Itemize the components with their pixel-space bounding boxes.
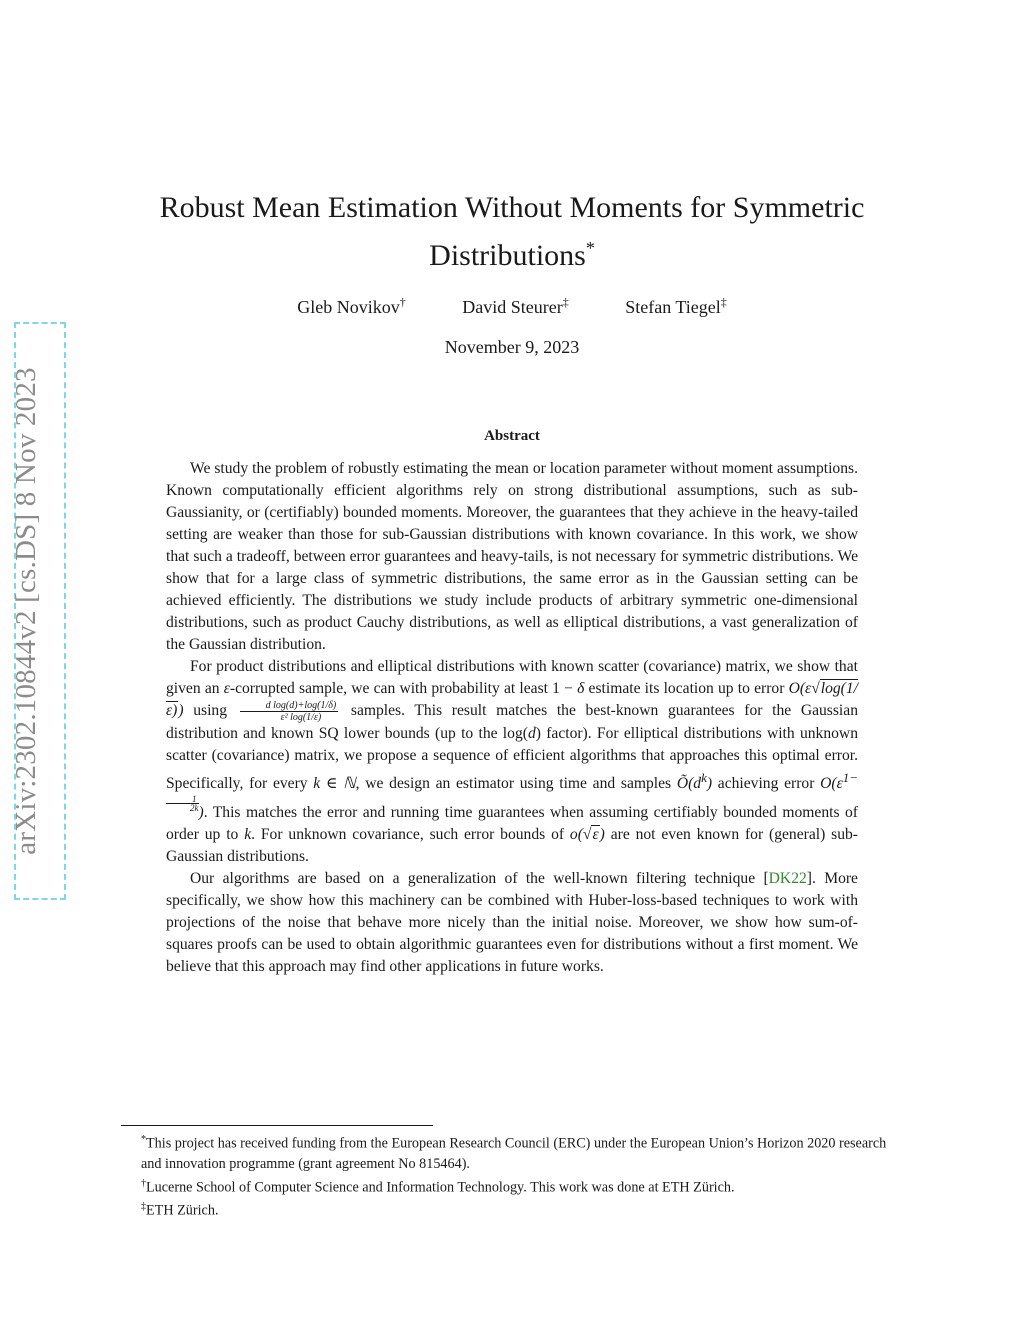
author-steurer: David Steurer‡	[462, 295, 569, 317]
arxiv-identifier[interactable]: arXiv:2302.10844v2 [cs.DS] 8 Nov 2023	[10, 367, 42, 855]
time-complexity-formula: $Õ(d^k)$	[676, 770, 713, 793]
sample-complexity-fraction: $\frac{\text{d log(d)+log(1/δ)}}{\text{ε² log(1/ε)}}$	[240, 700, 339, 723]
title-line-1: Robust Mean Estimation Without Moments for Symmetric	[159, 191, 865, 224]
footnote-affiliation-lucerne: †Lucerne School of Computer Science and Information Technology. This work was done at ETH Zürich.	[141, 1177, 735, 1196]
author-novikov: Gleb Novikov†	[297, 295, 406, 317]
author-affiliation-mark[interactable]: ‡	[562, 295, 569, 309]
error-bound-formula: O(ε√log(1/ε))	[166, 680, 858, 720]
unknown-scatter-error-formula: $O(\varepsilon^{1-}$ $\frac{1}{2k}$ )	[166, 775, 858, 821]
footnote-funding: *This project has received funding from the European Research Council (ERC) under the European Union’s Horizon 2020 research and innovation programme (grant agreement No 815464).	[141, 1134, 887, 1172]
title-line-2: Distributions*	[429, 238, 595, 272]
footnote-affiliation-eth: ‡ETH Zürich.	[141, 1201, 219, 1220]
citation-link-dk22[interactable]: DK22	[768, 870, 807, 888]
title-footnote-mark[interactable]: *	[585, 238, 595, 258]
footnotes	[121, 1130, 907, 1221]
author-list	[0, 289, 1024, 320]
abstract-paragraph-2: For product distributions and elliptical distributions with known scatter (covariance) matrix, we show that given an ε-corrupted sample, we can with probability at least 1 − δ estimate its location up to error O(ε√log(1/ε)) using $\frac{\text{d log(d)+log(1/δ)}}{\text{ε² log(1/ε)}}$ samples. This result matches the best-known guarantees for the Gaussian distribution and known SQ lower bounds (up to the log(d) factor). For elliptical distributions with unknown scatter (covariance) matrix, we propose a sequence of efficient algorithms that approaches this optimal error. Specifically, for every k ∈ ℕ, we design an estimator using time and samples $Õ(d^k)$ achieving error $O(\varepsilon^{1-}$ $\frac{1}{2k}$ ). This matches the error and running time guarantees when assuming certifiably bounded moments of order up to k. For unknown covariance, such error bounds of o(√ε) are not even known for (general) sub-Gaussian distributions.	[166, 658, 859, 866]
paper-title	[0, 188, 1024, 276]
abstract-heading: Abstract	[484, 428, 540, 444]
publication-date: November 9, 2023	[444, 337, 580, 357]
author-affiliation-mark[interactable]: ‡	[720, 295, 727, 309]
author-affiliation-mark[interactable]: †	[399, 295, 406, 309]
author-tiegel: Stefan Tiegel‡	[625, 295, 727, 317]
abstract-paragraph-1: We study the problem of robustly estimating the mean or location parameter without moment assumptions. Known computationally efficient algorithms rely on strong distributional assumptions, such as sub-Gaussianity, or (certifiably) bounded moments. Moreover, the guarantees that they achieve in the heavy-tailed setting are weaker than those for sub-Gaussian distributions with known covariance. In this work, we show that such a tradeoff, between error guarantees and heavy-tails, is not necessary for symmetric distributions. We show that for a large class of symmetric distributions, the same error as in the Gaussian setting can be achieved efficiently. The distributions we study include products of arbitrary symmetric one-dimensional distributions, such as product Cauchy distributions, as well as elliptical distributions, a vast generalization of the Gaussian distribution.	[166, 460, 858, 653]
abstract-body	[166, 458, 858, 978]
abstract-paragraph-3: Our algorithms are based on a generalization of the well-known filtering technique [DK22]. More specifically, we show how this machinery can be combined with Huber-loss-based techniques to work with projections of the noise that behave more nicely than the initial noise. Moreover, we show how sum-of-squares proofs can be used to obtain algorithmic guarantees even for distributions without a first moment. We believe that this approach may find other applications in future works.	[166, 870, 858, 976]
footnote-separator	[121, 1125, 433, 1126]
little-o-formula: o(√ε)	[569, 826, 605, 844]
